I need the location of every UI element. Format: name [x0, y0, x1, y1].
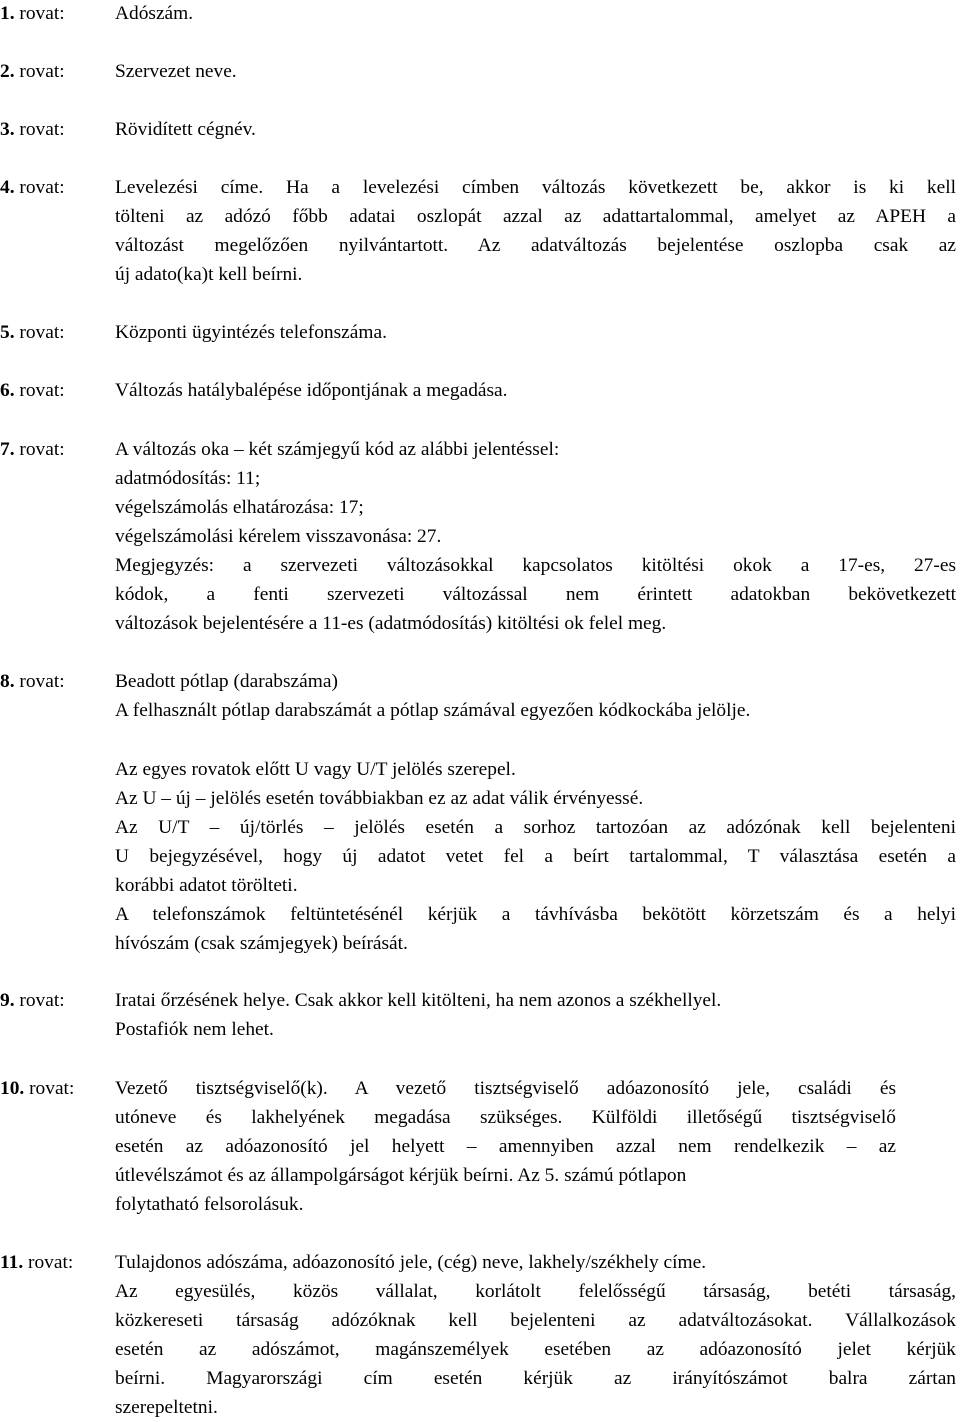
text-line: változások bejelentésére a 11-es (adatmódosítás) kitöltési ok felel meg.: [115, 613, 667, 634]
rovat-text: [115, 1074, 896, 1219]
rovat-label: 3. rovat:: [0, 119, 65, 140]
text-line: hívószám (csak számjegyek) beírását.: [115, 933, 408, 954]
rovat-number: 11.: [0, 1252, 24, 1273]
rovat-label: 2. rovat:: [0, 61, 65, 82]
rovat-text: [115, 667, 956, 725]
rovat-9: [0, 986, 960, 1044]
rovat-label: 10. rovat:: [0, 1078, 75, 1099]
rovat-11: [0, 1248, 960, 1422]
text-line: Az U/T – új/törlés – jelölés esetén a sorhoz tartozóan az adózónak kell bejelenteni: [115, 817, 956, 838]
rovat-7: [0, 435, 960, 638]
rovat-text: [115, 755, 956, 958]
rovat-text: [115, 376, 956, 405]
rovat-number: 4.: [0, 177, 15, 198]
rovat-label: 9. rovat:: [0, 990, 65, 1011]
text-line: változást megelőzően nyilvántartott. Az adatváltozás bejelentése oszlopba csak az: [115, 235, 956, 256]
text-line: Változás hatálybalépése időpontjának a megadása.: [115, 380, 508, 401]
rovat-4: [0, 173, 960, 289]
text-line: Az egyesülés, közös vállalat, korlátolt felelősségű társaság, betéti társaság,: [115, 1281, 956, 1302]
text-line: tölteni az adózó főbb adatai oszlopát azzal az adattartalommal, amelyet az APEH a: [115, 206, 956, 227]
text-line: esetén az adóazonosító jel helyett – amennyiben azzal nem rendelkezik – az: [115, 1136, 896, 1157]
rovat-label: 1. rovat:: [0, 3, 65, 24]
text-line: Adószám.: [115, 3, 194, 24]
rovat-label: 8. rovat:: [0, 671, 65, 692]
rovat-text: [115, 318, 956, 347]
rovat-1: [0, 0, 960, 28]
text-line: A felhasznált pótlap darabszámát a pótlap számával egyezően kódkockába jelölje.: [115, 700, 751, 721]
text-line: Szervezet neve.: [115, 61, 237, 82]
rovat-3: [0, 115, 960, 144]
text-line: szerepeltetni.: [115, 1397, 218, 1418]
rovat-label: 4. rovat:: [0, 177, 65, 198]
text-line: végelszámolási kérelem visszavonása: 27.: [115, 526, 442, 547]
rovat-label: 6. rovat:: [0, 380, 65, 401]
text-line: útlevélszámot és az állampolgárságot kérjük beírni. Az 5. számú pótlapon: [115, 1165, 687, 1186]
text-line: Postafiók nem lehet.: [115, 1019, 274, 1040]
text-line: Tulajdonos adószáma, adóazonosító jele, (cég) neve, lakhely/székhely címe.: [115, 1252, 707, 1273]
text-line: Az egyes rovatok előtt U vagy U/T jelölés szerepel.: [115, 759, 516, 780]
text-line: Iratai őrzésének helye. Csak akkor kell kitölteni, ha nem azonos a székhellyel.: [115, 990, 722, 1011]
rovat-text: [115, 0, 956, 28]
rovat-number: 3.: [0, 119, 15, 140]
rovat-label: 7. rovat:: [0, 439, 65, 460]
text-line: beírni. Magyarországi cím esetén kérjük az irányítószámot balra zártan: [115, 1368, 956, 1389]
rovat-text: [115, 435, 956, 638]
text-line: végelszámolás elhatározása: 17;: [115, 497, 364, 518]
rovat-text: [115, 115, 956, 144]
text-line: utóneve és lakhelyének megadása szükséges. Külföldi illetőségű tisztségviselő: [115, 1107, 896, 1128]
rovat-text: [115, 1248, 956, 1422]
rovat-number: 2.: [0, 61, 15, 82]
rovat-6: [0, 376, 960, 405]
rovat-8: [0, 667, 960, 725]
text-line: Vezető tisztségviselő(k). A vezető tisztségviselő adóazonosító jele, családi és: [115, 1078, 896, 1099]
text-line: adatmódosítás: 11;: [115, 468, 261, 489]
text-line: Központi ügyintézés telefonszáma.: [115, 322, 387, 343]
text-line: korábbi adatot törölteti.: [115, 875, 298, 896]
text-line: Beadott pótlap (darabszáma): [115, 671, 338, 692]
text-line: Az U – új – jelölés esetén továbbiakban ez az adat válik érvényessé.: [115, 788, 644, 809]
rovat-10: [0, 1074, 960, 1219]
text-line: U bejegyzésével, hogy új adatot vetet fel a beírt tartalommal, T választása esetén a: [115, 846, 956, 867]
rovat-number: 1.: [0, 3, 15, 24]
rovat-number: 9.: [0, 990, 15, 1011]
rovat-number: 5.: [0, 322, 15, 343]
rovat-2: [0, 57, 960, 86]
text-line: közkereseti társaság adózóknak kell bejelenteni az adatváltozásokat. Vállalkozások: [115, 1310, 956, 1331]
text-line: Megjegyzés: a szervezeti változásokkal kapcsolatos kitöltési okok a 17-es, 27-es: [115, 555, 956, 576]
rovat-number: 6.: [0, 380, 15, 401]
text-line: A változás oka – két számjegyű kód az alábbi jelentéssel:: [115, 439, 560, 460]
rovat-label: 5. rovat:: [0, 322, 65, 343]
rovat-8-notes: [0, 755, 960, 958]
rovat-text: [115, 57, 956, 86]
text-line: új adato(ka)t kell beírni.: [115, 264, 303, 285]
rovat-5: [0, 318, 960, 347]
text-line: kódok, a fenti szervezeti változással nem érintett adatokban bekövetkezett: [115, 584, 956, 605]
rovat-number: 10.: [0, 1078, 25, 1099]
rovat-text: [115, 986, 956, 1044]
rovat-number: 8.: [0, 671, 15, 692]
text-line: esetén az adószámot, magánszemélyek esetében az adóazonosító jelet kérjük: [115, 1339, 956, 1360]
rovat-number: 7.: [0, 439, 15, 460]
rovat-label: 11. rovat:: [0, 1252, 74, 1273]
text-line: folytatható felsorolásuk.: [115, 1194, 304, 1215]
text-line: Levelezési címe. Ha a levelezési címben változás következett be, akkor is ki kell: [115, 177, 956, 198]
text-line: Rövidített cégnév.: [115, 119, 256, 140]
rovat-text: [115, 173, 956, 289]
text-line: A telefonszámok feltüntetésénél kérjük a távhívásba bekötött körzetszám és a helyi: [115, 904, 956, 925]
